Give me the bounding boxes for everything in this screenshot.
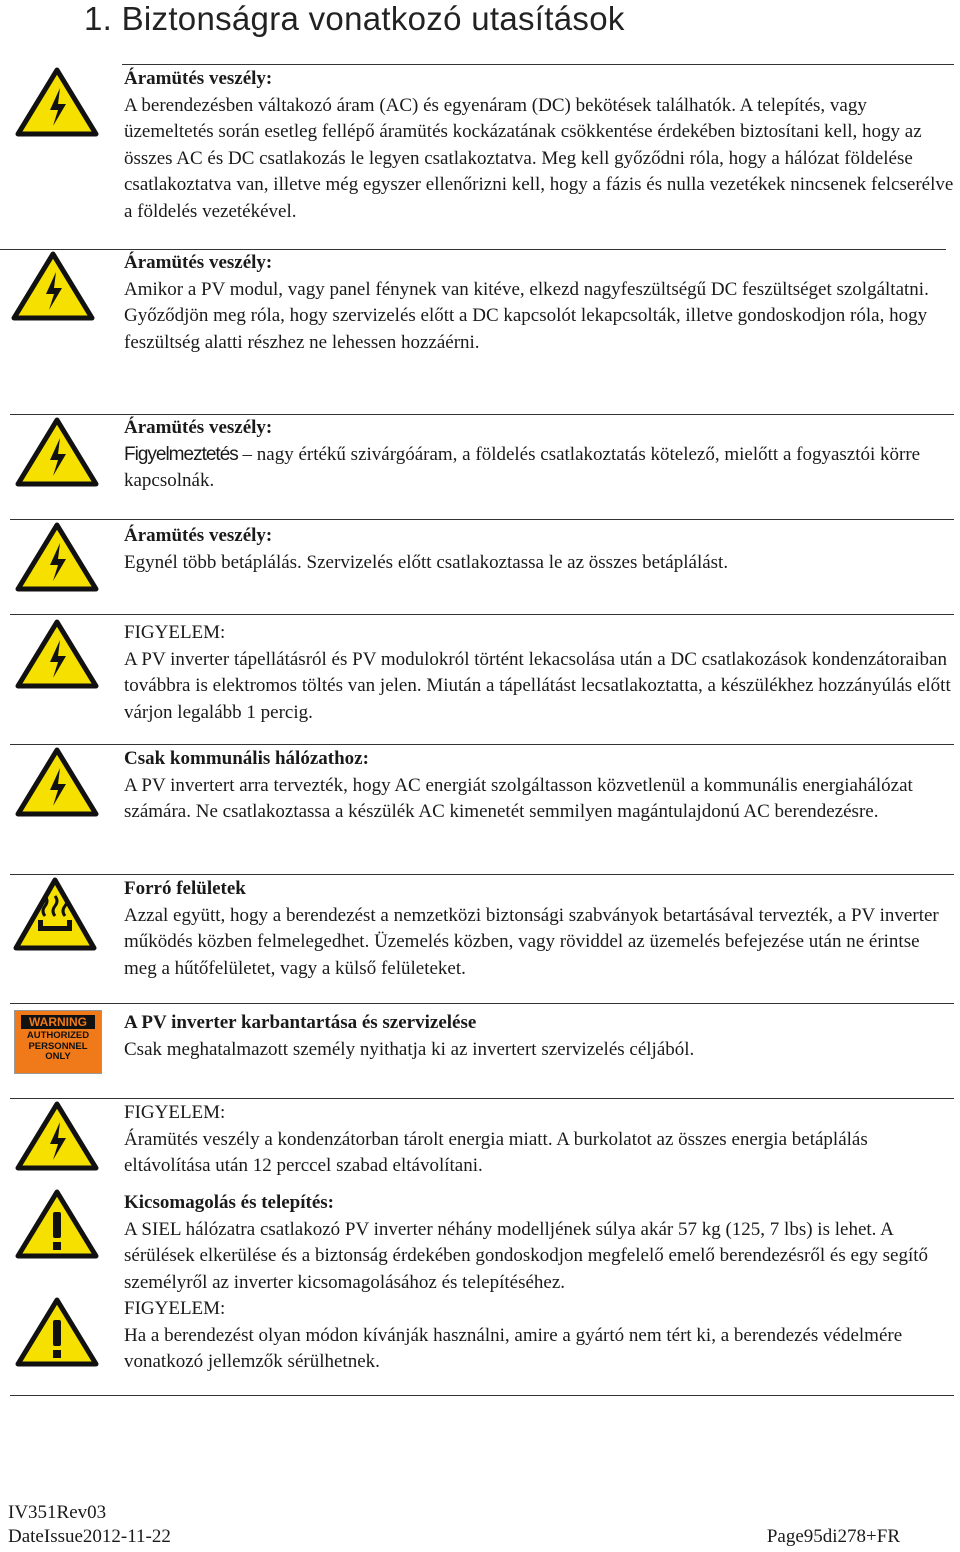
- hot-surface-icon: [12, 876, 98, 952]
- divider: [122, 64, 954, 65]
- section-body: A PV inverter tápellátásról és PV modulokról történt lekacsolása után a DC csatlakozások kondenzátoraiban továbbra is elektromos töltés van jelen. Miután a tápellátást lecsatlakoztatta, a készülékhez hozzányúlás előtt várjon legalább 1 percig.: [124, 648, 951, 723]
- section-body: Csak meghatalmazott személy nyithatja ki az invertert szervizelés céljából.: [124, 1038, 695, 1060]
- page-title: 1. Biztonságra vonatkozó utasítások: [84, 0, 625, 37]
- section-electric-shock-3: [124, 415, 954, 495]
- footer-page: Page95di278+FR: [766, 1526, 900, 1547]
- section-heading: Áramütés veszély:: [124, 252, 273, 273]
- divider: [10, 1098, 954, 1099]
- section-body: Egynél több betáplálás. Szervizelés előtt csatlakoztassa le az összes betáplálást.: [124, 551, 729, 573]
- footer-doc-id: IV351Rev03: [8, 1502, 107, 1523]
- warning-sign-line: ONLY: [45, 1051, 71, 1062]
- warning-sign-line: AUTHORIZED: [26, 1030, 90, 1041]
- warning-sign-line: PERSONNEL: [28, 1040, 88, 1052]
- caution-icon: [14, 1188, 100, 1260]
- divider: [10, 614, 954, 615]
- section-attention-1: [124, 620, 954, 726]
- section-body: Amikor a PV modul, vagy panel fénynek van kitéve, elkezd nagyfeszültségű DC feszültséget szolgáltatni. Győződjön meg róla, hogy szervizelés előtt a DC kapcsolót lekapcsolták, illetve gondoskodjon róla, hogy feszültség alatti részhez ne lehessen hozzáérni.: [124, 278, 929, 353]
- section-body: Azzal együtt, hogy a berendezést a nemzetközi biztonsági szabványok betartásával tervezték, a PV inverter működés közben felmelegedhet. Üzemelés közben, vagy röviddel az üzemelés befejezése után ne érintse meg a hűtőfelületet, vagy a külső felületeket.: [124, 904, 939, 979]
- section-body: Áramütés veszély a kondenzátorban tárolt energia miatt. A burkolatot az összes energia betáplálás eltávolítása után 12 perccel szabad eltávolítani.: [124, 1128, 868, 1176]
- divider: [10, 1003, 954, 1004]
- electric-hazard-icon: [10, 250, 96, 322]
- section-body: Ha a berendezést olyan módon kívánják használni, amire a gyártó nem tért ki, a berendezés védelmére vonatkozó jellemzők sérülhetnek.: [124, 1324, 903, 1372]
- electric-hazard-icon: [14, 746, 100, 818]
- section-electric-shock-1: [124, 66, 954, 225]
- divider: [10, 519, 954, 520]
- section-heading: FIGYELEM:: [124, 622, 226, 643]
- section-electric-shock-2: [124, 250, 954, 356]
- section-heading: FIGYELEM:: [124, 1298, 226, 1319]
- section-heading: Áramütés veszély:: [124, 525, 273, 546]
- section-body: A berendezésben váltakozó áram (AC) és egyenáram (DC) bekötések találhatók. A telepítés, vagy üzemeltetés során esetleg fellépő áramütés kockázatának csökkentése érdekében biztosítani kell, hogy az összes AC és DC csatlakozás le legyen csatlakoztatva. Meg kell győződni róla, hogy a hálózat földelése csatlakoztatva van, illetve még egyszer ellenőrizni kell, hogy a fázis és nulla vezetékek nincsenek felcserélve a földelés vezetékével.: [124, 94, 954, 222]
- section-unpacking: [124, 1190, 954, 1376]
- warning-sign-top: WARNING: [21, 1015, 95, 1029]
- section-heading: FIGYELEM:: [124, 1102, 226, 1123]
- section-body: A SIEL hálózatra csatlakozó PV inverter néhány modelljének súlya akár 57 kg (125, 7 lbs) is lehet. A sérülések elkerülése és a biztonság érdekében gondoskodjon megfelelő emelő berendezésről és egy segítő személyről az inverter kicsomagolásához és telepítéséhez.: [124, 1218, 929, 1293]
- section-maintenance: [124, 1010, 954, 1063]
- electric-hazard-icon: [14, 618, 100, 690]
- electric-hazard-icon: [14, 1100, 100, 1172]
- section-heading: Kicsomagolás és telepítés:: [124, 1192, 335, 1213]
- section-heading: Áramütés veszély:: [124, 417, 273, 438]
- electric-hazard-icon: [14, 521, 100, 593]
- section-body: A PV invertert arra tervezték, hogy AC energiát szolgáltasson közvetlenül a kommunális energiahálózat számára. Ne csatlakoztassa a készülék AC kimenetét semmilyen magántulajdonú AC berendezésre.: [124, 774, 913, 822]
- section-body-lead: Figyelmeztetés: [124, 443, 238, 465]
- section-attention-2: [124, 1100, 954, 1180]
- section-heading: Csak kommunális hálózathoz:: [124, 748, 369, 769]
- section-hot-surface: [124, 876, 954, 982]
- caution-icon: [14, 1296, 100, 1368]
- section-utility-grid: [124, 746, 954, 826]
- section-heading: Forró felületek: [124, 878, 246, 899]
- electric-hazard-icon: [14, 66, 100, 138]
- section-body: – nagy értékű szivárgóáram, a földelés csatlakoztatás kötelező, mielőtt a fogyasztói körre kapcsolnák.: [124, 443, 921, 491]
- section-electric-shock-4: [124, 523, 954, 576]
- footer-date: DateIssue2012-11-22: [8, 1526, 171, 1547]
- electric-hazard-icon: [14, 416, 100, 488]
- section-heading: A PV inverter karbantartása és szervizelése: [124, 1012, 477, 1033]
- warning-sign-icon: [14, 1010, 102, 1074]
- divider: [10, 744, 954, 745]
- divider: [10, 874, 954, 875]
- section-heading: Áramütés veszély:: [124, 68, 273, 89]
- divider: [10, 1395, 954, 1396]
